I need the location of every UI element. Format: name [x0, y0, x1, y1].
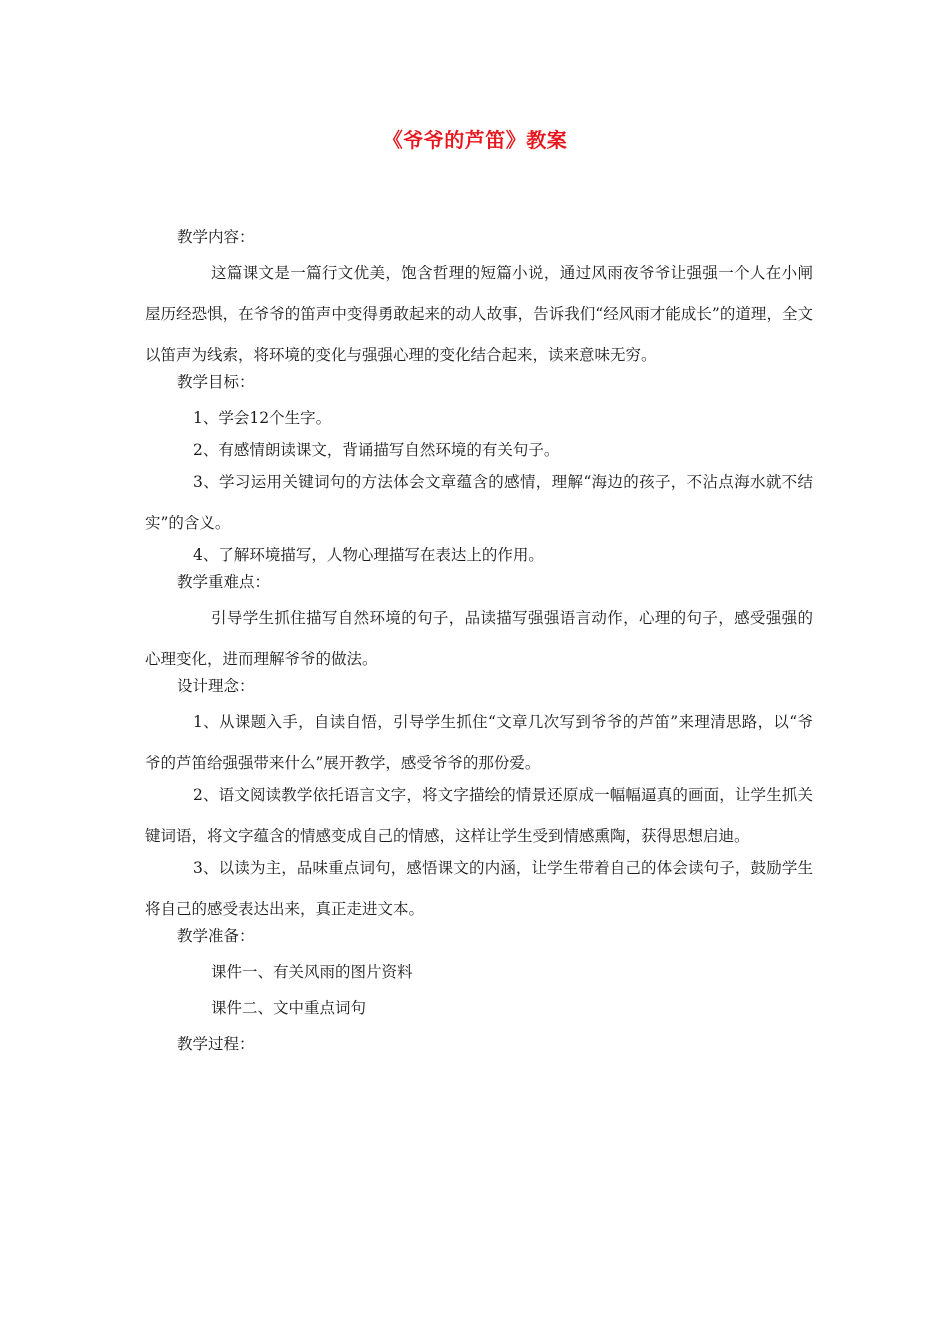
goal-item-2: 2、有感情朗读课文，背诵描写自然环境的有关句子。	[193, 441, 560, 459]
preparation-item-1: 课件一、有关风雨的图片资料	[211, 963, 413, 981]
section-heading-content: 教学内容：	[177, 228, 255, 246]
document-body	[145, 226, 813, 1069]
section-heading-goals: 教学目标：	[177, 373, 255, 391]
section-heading-concept: 设计理念：	[177, 677, 255, 695]
section-heading-process: 教学过程：	[177, 1035, 255, 1053]
concept-item-1: 1、从课题入手，自读自悟，引导学生抓住“文章几次写到爷爷的芦笛”来理清思路，以“爷爷的芦笛给强强带来什么”展开教学，感受爷爷的那份爱。	[145, 713, 813, 772]
document-title: 《爷爷的芦笛》教案	[382, 128, 568, 152]
goal-item-1: 1、学会12个生字。	[193, 409, 332, 427]
goal-item-4: 4、了解环境描写，人物心理描写在表达上的作用。	[193, 546, 544, 564]
preparation-item-2: 课件二、文中重点词句	[211, 999, 367, 1017]
content-paragraph: 这篇课文是一篇行文优美，饱含哲理的短篇小说，通过风雨夜爷爷让强强一个人在小闸屋历经恐惧，在爷爷的笛声中变得勇敢起来的动人故事，告诉我们“经风雨才能成长”的道理，全文以笛声为线索，将环境的变化与强强心理的变化结合起来，读来意味无穷。	[145, 264, 813, 364]
concept-item-2: 2、语文阅读教学依托语言文字，将文字描绘的情景还原成一幅幅逼真的画面，让学生抓关键词语，将文字蕴含的情感变成自己的情感，这样让学生受到情感熏陶，获得思想启迪。	[145, 786, 813, 845]
concept-item-3: 3、以读为主，品味重点词句，感悟课文的内涵，让学生带着自己的体会读句子，鼓励学生将自己的感受表达出来，真正走进文本。	[145, 859, 813, 918]
keypoints-paragraph: 引导学生抓住描写自然环境的句子，品读描写强强语言动作，心理的句子，感受强强的心理变化，进而理解爷爷的做法。	[145, 609, 813, 668]
section-heading-preparation: 教学准备：	[177, 927, 255, 945]
goal-item-3: 3、学习运用关键词句的方法体会文章蕴含的感情，理解“海边的孩子，不沾点海水就不结实”的含义。	[145, 473, 813, 532]
section-heading-keypoints: 教学重难点：	[177, 573, 271, 591]
